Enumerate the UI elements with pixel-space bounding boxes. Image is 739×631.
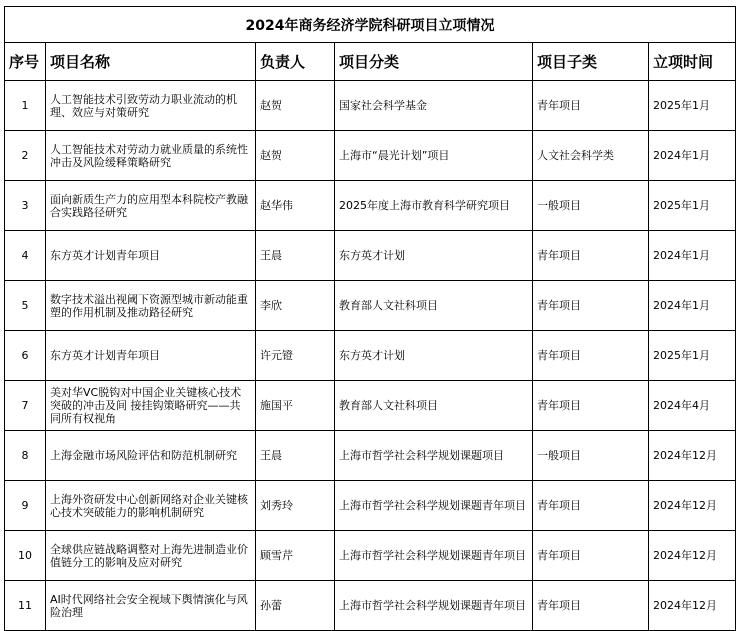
cell-leader: 赵华伟 xyxy=(256,181,335,231)
cell-name: 全球供应链战略调整对上海先进制造业价值链分工的影响及应对研究 xyxy=(46,531,256,581)
cell-date: 2024年4月 xyxy=(649,381,736,431)
table-row xyxy=(5,531,736,581)
header-category: 项目分类 xyxy=(335,43,533,81)
cell-index: 6 xyxy=(5,331,46,381)
cell-leader: 顾雪芹 xyxy=(256,531,335,581)
cell-subcategory: 青年项目 xyxy=(533,481,649,531)
cell-category: 东方英才计划 xyxy=(335,331,533,381)
cell-category: 上海市哲学社会科学规划课题青年项目 xyxy=(335,481,533,531)
cell-leader: 孙蕾 xyxy=(256,581,335,631)
projects-table xyxy=(4,6,736,631)
table-row xyxy=(5,181,736,231)
cell-category: 上海市哲学社会科学规划课题项目 xyxy=(335,431,533,481)
cell-category: 东方英才计划 xyxy=(335,231,533,281)
cell-date: 2024年12月 xyxy=(649,581,736,631)
table-row xyxy=(5,281,736,331)
cell-category: 上海市哲学社会科学规划课题青年项目 xyxy=(335,531,533,581)
cell-date: 2024年12月 xyxy=(649,531,736,581)
cell-date: 2025年1月 xyxy=(649,331,736,381)
cell-name: AI时代网络社会安全视域下舆情演化与风险治理 xyxy=(46,581,256,631)
table-row xyxy=(5,231,736,281)
table-row xyxy=(5,381,736,431)
cell-name: 上海金融市场风险评估和防范机制研究 xyxy=(46,431,256,481)
cell-name: 上海外资研发中心创新网络对企业关键核心技术突破能力的影响机制研究 xyxy=(46,481,256,531)
cell-index: 2 xyxy=(5,131,46,181)
table-row xyxy=(5,581,736,631)
cell-index: 5 xyxy=(5,281,46,331)
title-row xyxy=(5,7,736,43)
cell-subcategory: 青年项目 xyxy=(533,81,649,131)
cell-leader: 赵贺 xyxy=(256,81,335,131)
cell-name: 面向新质生产力的应用型本科院校产教融合实践路径研究 xyxy=(46,181,256,231)
header-row xyxy=(5,43,736,81)
cell-date: 2025年1月 xyxy=(649,181,736,231)
cell-leader: 刘秀玲 xyxy=(256,481,335,531)
cell-subcategory: 青年项目 xyxy=(533,281,649,331)
table-row xyxy=(5,431,736,481)
cell-name: 东方英才计划青年项目 xyxy=(46,231,256,281)
cell-leader: 许元镫 xyxy=(256,331,335,381)
cell-category: 上海市“晨光计划”项目 xyxy=(335,131,533,181)
header-leader: 负责人 xyxy=(256,43,335,81)
cell-index: 3 xyxy=(5,181,46,231)
header-name: 项目名称 xyxy=(46,43,256,81)
cell-subcategory: 青年项目 xyxy=(533,531,649,581)
cell-category: 教育部人文社科项目 xyxy=(335,381,533,431)
cell-date: 2024年12月 xyxy=(649,481,736,531)
cell-name: 人工智能技术引致劳动力职业流动的机理、效应与对策研究 xyxy=(46,81,256,131)
cell-subcategory: 一般项目 xyxy=(533,431,649,481)
cell-name: 数字技术溢出视阈下资源型城市新动能重塑的作用机制及推动路径研究 xyxy=(46,281,256,331)
cell-index: 8 xyxy=(5,431,46,481)
cell-index: 11 xyxy=(5,581,46,631)
cell-category: 国家社会科学基金 xyxy=(335,81,533,131)
cell-date: 2024年1月 xyxy=(649,131,736,181)
cell-leader: 赵贺 xyxy=(256,131,335,181)
table-row xyxy=(5,331,736,381)
cell-subcategory: 人文社会科学类 xyxy=(533,131,649,181)
table-row xyxy=(5,481,736,531)
table-row xyxy=(5,131,736,181)
cell-index: 4 xyxy=(5,231,46,281)
cell-category: 2025年度上海市教育科学研究项目 xyxy=(335,181,533,231)
cell-leader: 李欣 xyxy=(256,281,335,331)
cell-date: 2024年1月 xyxy=(649,231,736,281)
cell-subcategory: 青年项目 xyxy=(533,231,649,281)
cell-name: 东方英才计划青年项目 xyxy=(46,331,256,381)
header-subcategory: 项目子类 xyxy=(533,43,649,81)
table-row xyxy=(5,81,736,131)
cell-subcategory: 青年项目 xyxy=(533,381,649,431)
cell-date: 2024年1月 xyxy=(649,281,736,331)
cell-index: 7 xyxy=(5,381,46,431)
cell-leader: 施国平 xyxy=(256,381,335,431)
cell-subcategory: 青年项目 xyxy=(533,331,649,381)
cell-subcategory: 一般项目 xyxy=(533,181,649,231)
cell-category: 上海市哲学社会科学规划课题青年项目 xyxy=(335,581,533,631)
cell-date: 2024年12月 xyxy=(649,431,736,481)
cell-name: 人工智能技术对劳动力就业质量的系统性冲击及风险缓释策略研究 xyxy=(46,131,256,181)
header-date: 立项时间 xyxy=(649,43,736,81)
cell-leader: 王晨 xyxy=(256,431,335,481)
cell-subcategory: 青年项目 xyxy=(533,581,649,631)
cell-index: 10 xyxy=(5,531,46,581)
cell-date: 2025年1月 xyxy=(649,81,736,131)
cell-index: 9 xyxy=(5,481,46,531)
cell-leader: 王晨 xyxy=(256,231,335,281)
header-index: 序号 xyxy=(5,43,46,81)
cell-index: 1 xyxy=(5,81,46,131)
table-title: 2024年商务经济学院科研项目立项情况 xyxy=(5,7,736,43)
cell-category: 教育部人文社科项目 xyxy=(335,281,533,331)
cell-name: 美对华VC脱钩对中国企业关键核心技术突破的冲击及间 接挂钩策略研究——共同所有权视角 xyxy=(46,381,256,431)
